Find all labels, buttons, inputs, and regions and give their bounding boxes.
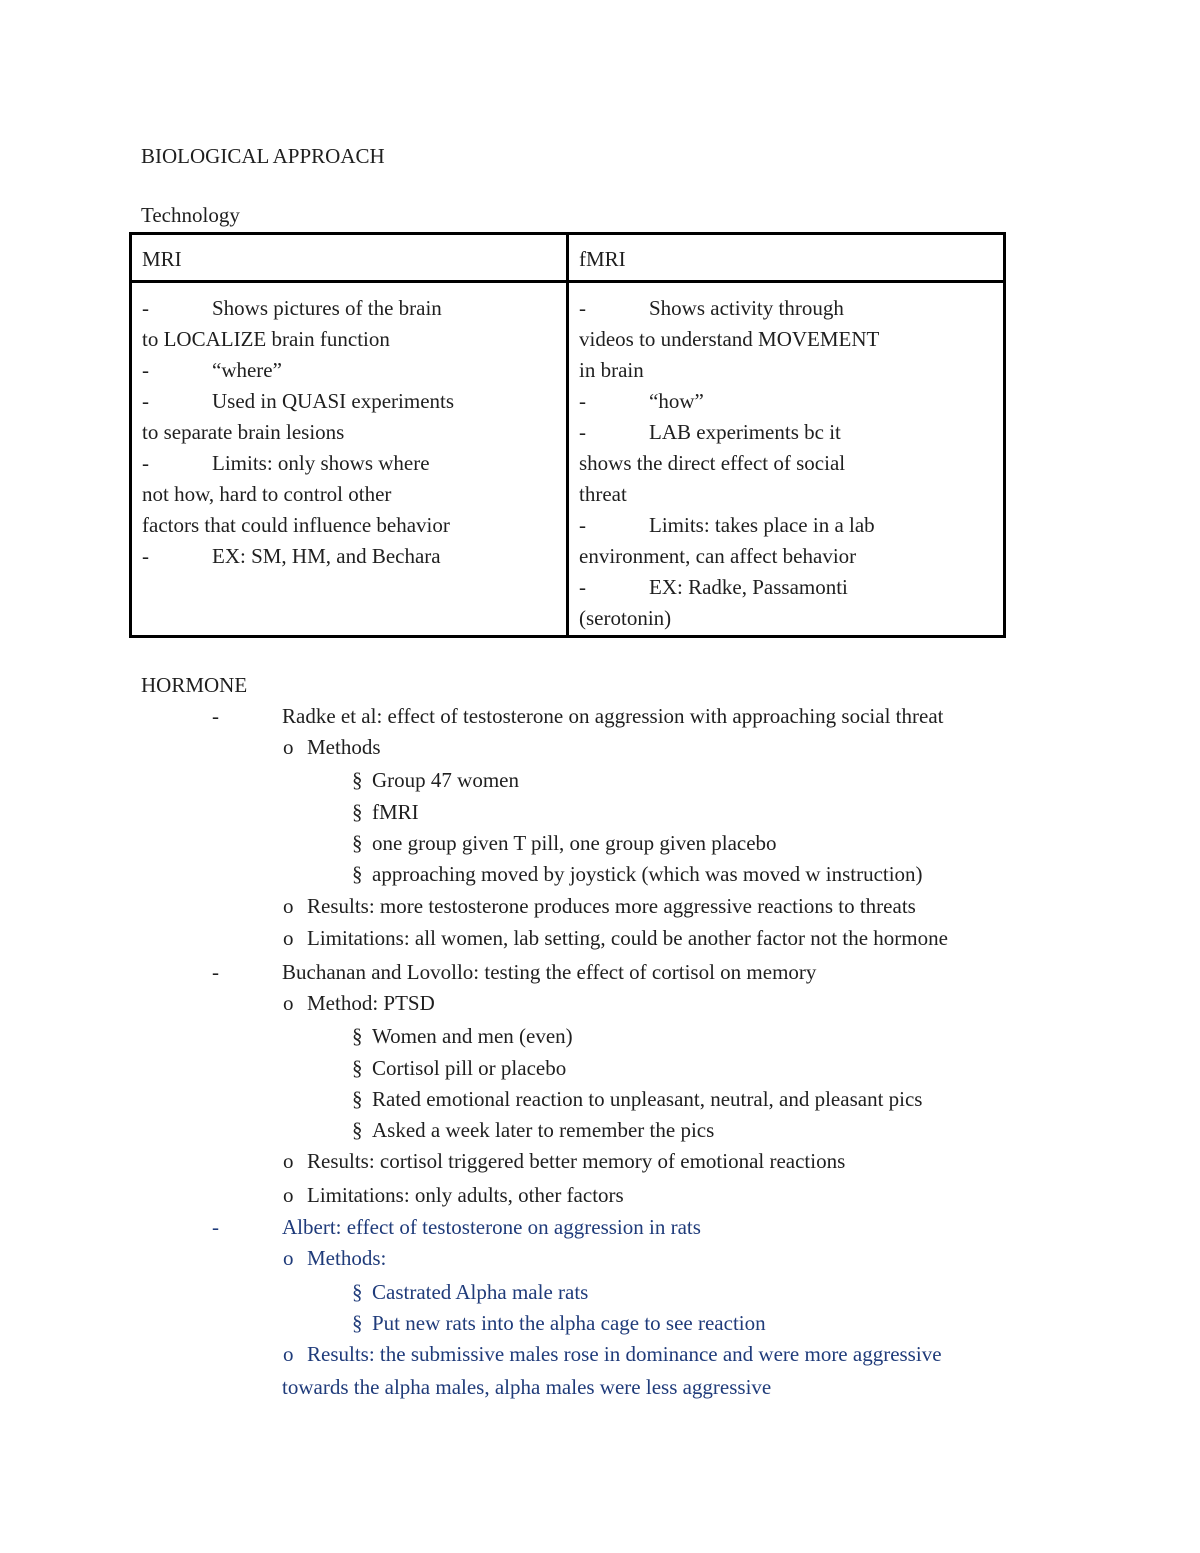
circle-marker: o <box>283 926 294 950</box>
dash-marker: - <box>212 704 219 728</box>
dash-marker: - <box>579 575 586 599</box>
table-bullet-line: - EX: SM, HM, and Bechara <box>142 541 566 572</box>
section-marker: § <box>352 1311 363 1335</box>
table-cell-fmri <box>568 282 1005 637</box>
table-bullet-line: to LOCALIZE brain function <box>142 327 390 351</box>
section-marker: § <box>352 1280 363 1304</box>
study-title-radke: Radke et al: effect of testosterone on aggression with approaching social threat <box>282 704 944 728</box>
table-bullet-line: shows the direct effect of social <box>579 451 846 475</box>
method-item: Cortisol pill or placebo <box>372 1056 567 1080</box>
dash-marker: - <box>142 389 149 413</box>
method-item: Asked a week later to remember the pics <box>372 1118 715 1142</box>
table-bullet-line: - Limits: only shows where <box>142 448 566 479</box>
table-bullet-line: (serotonin) <box>579 606 672 630</box>
section-marker: § <box>352 1056 363 1080</box>
table-header-mri: MRI <box>131 234 568 282</box>
table-bullet-line: videos to understand MOVEMENT <box>579 327 880 351</box>
section-heading-hormone: HORMONE <box>141 673 248 697</box>
dash-marker: - <box>142 358 149 382</box>
dash-marker: - <box>579 420 586 444</box>
mri-bullet-list <box>132 283 566 572</box>
dash-marker: - <box>142 451 149 475</box>
method-item: approaching moved by joystick (which was moved w instruction) <box>372 862 923 886</box>
table-bullet-line: in brain <box>579 358 644 382</box>
section-marker: § <box>352 1087 363 1111</box>
table-bullet-line: - Shows pictures of the brain <box>142 293 566 324</box>
section-marker: § <box>352 1024 363 1048</box>
fmri-bullet-list <box>569 283 1003 634</box>
methods-label: Methods <box>307 735 381 759</box>
section-marker: § <box>352 768 363 792</box>
method-item: one group given T pill, one group given placebo <box>372 831 777 855</box>
circle-marker: o <box>283 1246 294 1270</box>
study-title-albert: Albert: effect of testosterone on aggression in rats <box>282 1215 701 1239</box>
method-item: Castrated Alpha male rats <box>372 1280 589 1304</box>
section-marker: § <box>352 831 363 855</box>
results-text: Results: cortisol triggered better memory of emotional reactions <box>307 1149 846 1173</box>
table-bullet-line: - “where” <box>142 355 566 386</box>
limitations-text: Limitations: only adults, other factors <box>307 1183 624 1207</box>
dash-marker: - <box>579 389 586 413</box>
table-cell-mri <box>131 282 568 637</box>
circle-marker: o <box>283 1149 294 1173</box>
results-text: Results: more testosterone produces more aggressive reactions to threats <box>307 894 916 918</box>
circle-marker: o <box>283 735 294 759</box>
circle-marker: o <box>283 894 294 918</box>
method-item: Rated emotional reaction to unpleasant, neutral, and pleasant pics <box>372 1087 923 1111</box>
document-title: BIOLOGICAL APPROACH <box>141 144 385 168</box>
study-title-buchanan: Buchanan and Lovollo: testing the effect of cortisol on memory <box>282 960 817 984</box>
table-header-fmri: fMRI <box>568 234 1005 282</box>
limitations-text: Limitations: all women, lab setting, could be another factor not the hormone <box>307 926 948 950</box>
method-item: fMRI <box>372 800 419 824</box>
dash-marker: - <box>142 296 149 320</box>
section-marker: § <box>352 800 363 824</box>
table-bullet-line: threat <box>579 482 627 506</box>
results-text: Results: the submissive males rose in dominance and were more aggressive <box>307 1342 942 1366</box>
table-bullet-line: - “how” <box>579 386 1003 417</box>
circle-marker: o <box>283 1342 294 1366</box>
circle-marker: o <box>283 991 294 1015</box>
methods-label: Method: PTSD <box>307 991 435 1015</box>
method-item: Women and men (even) <box>372 1024 573 1048</box>
table-bullet-line: - Limits: takes place in a lab <box>579 510 1003 541</box>
results-text-continued: towards the alpha males, alpha males were less aggressive <box>282 1375 772 1399</box>
methods-label: Methods: <box>307 1246 387 1270</box>
dash-marker: - <box>212 960 219 984</box>
method-item: Group 47 women <box>372 768 519 792</box>
table-bullet-line: not how, hard to control other <box>142 482 392 506</box>
method-item: Put new rats into the alpha cage to see reaction <box>372 1311 766 1335</box>
table-bullet-line: - Used in QUASI experiments <box>142 386 566 417</box>
circle-marker: o <box>283 1183 294 1207</box>
section-marker: § <box>352 862 363 886</box>
table-bullet-line: - Shows activity through <box>579 293 1003 324</box>
table-bullet-line: to separate brain lesions <box>142 420 345 444</box>
table-bullet-line: environment, can affect behavior <box>579 544 857 568</box>
technology-table <box>129 232 1006 638</box>
dash-marker: - <box>142 544 149 568</box>
table-bullet-line: - LAB experiments bc it <box>579 417 1003 448</box>
dash-marker: - <box>579 296 586 320</box>
section-marker: § <box>352 1118 363 1142</box>
dash-marker: - <box>579 513 586 537</box>
section-heading-technology: Technology <box>141 203 240 227</box>
dash-marker: - <box>212 1215 219 1239</box>
table-bullet-line: factors that could influence behavior <box>142 513 450 537</box>
table-bullet-line: - EX: Radke, Passamonti <box>579 572 1003 603</box>
